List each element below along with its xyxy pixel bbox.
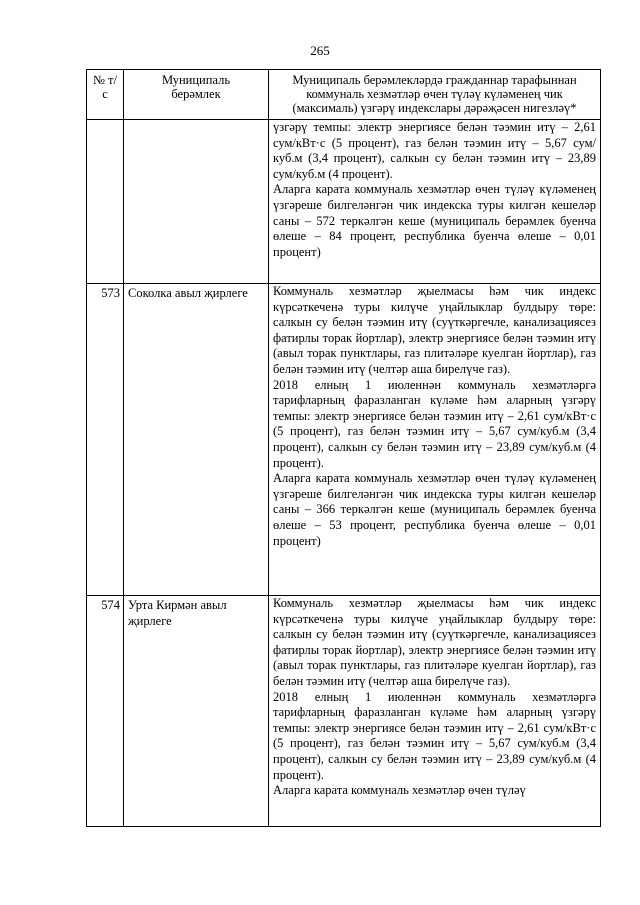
text-paragraph: Аларга карата коммуналь хезмәтләр өчен түләү күләменең үзгәреше билгеләнгән чик индекска туры килгән кешеләр саны – 366 теркәлгән кеше (муниципаль берәмлек буенча өлеше – 53 процент, республика буенча өлеше – 0,01 процент) — [273, 471, 596, 548]
row-municipality — [124, 120, 269, 284]
table-row — [87, 596, 601, 827]
text-paragraph: Коммуналь хезмәтләр җыелмасы һәм чик индекс күрсәткеченә туры килүче уңайлыклар булдыру төре: салкын су белән тәэмин итү (суүткәргечле, канализациясез фатирлы торак йортлар), электр энергиясе белән тәэмин итү (авыл торак пунктлары, газ плитәләре куелган йортлар), газ белән тәэмин итү (челтәр аша бирелүче газ). — [273, 284, 596, 376]
header-justification: Муниципаль берәмлекләрдә гражданнар тарафыннан коммуналь хезмәтләр өчен түләү күләменең чик (максималь) үзгәрү индекслары дәрәҗәсен нигезләү* — [269, 70, 601, 120]
row-text — [269, 284, 601, 596]
text-paragraph: 2018 елның 1 июленнән коммуналь хезмәтләргә тарифларның фаразланган күләме һәм аларның үзгәрү темпы: электр энергиясе белән тәэмин итү – 2,61 сум/кВт·с (5 процент), газ белән тәэмин итү – 5,67 сум/куб.м (3,4 процент), салкын су белән тәэмин итү – 23,89 сум/куб.м (4 процент). — [273, 689, 596, 782]
text-paragraph: үзгәрү темпы: электр энергиясе белән тәэмин итү – 2,61 сум/кВт·с (5 процент), газ белән тәэмин итү – 5,67 сум/куб.м (3,4 процент), салкын су белән тәэмин итү – 23,89 сум/куб.м (4 процент). — [273, 120, 596, 181]
row-number — [87, 120, 124, 284]
row-municipality: Урта Кирмән авыл җирлеге — [124, 596, 269, 827]
row-text — [269, 596, 601, 827]
table-header-row — [87, 70, 601, 120]
text-paragraph: 2018 елның 1 июленнән коммуналь хезмәтләргә тарифларның фаразланган күләме һәм аларның үзгәрү темпы: электр энергиясе белән тәэмин итү – 2,61 сум/кВт·с (5 процент), газ белән тәэмин итү – 5,67 сум/куб.м (3,4 процент), салкын су белән тәэмин итү – 23,89 сум/куб.м (4 процент). — [273, 377, 596, 470]
row-text — [269, 120, 601, 284]
row-number: 573 — [87, 284, 124, 596]
row-number: 574 — [87, 596, 124, 827]
text-paragraph: Коммуналь хезмәтләр җыелмасы һәм чик индекс күрсәткеченә туры килүче уңайлыклар булдыру төре: салкын су белән тәэмин итү (суүткәргечле, канализациясез фатирлы торак йортлар), электр энергиясе белән тәэмин итү (авыл торак пунктлары, газ плитәләре куелган йортлар), газ белән тәэмин итү (челтәр аша бирелүче газ). — [273, 596, 596, 688]
header-municipality: Муниципаль берәмлек — [124, 70, 269, 120]
page-number: 265 — [310, 43, 330, 58]
table-row-continuation — [87, 120, 601, 284]
row-municipality: Соколка авыл җирлеге — [124, 284, 269, 596]
text-paragraph: Аларга карата коммуналь хезмәтләр өчен түләү — [273, 783, 526, 798]
data-table — [86, 69, 601, 827]
header-number: № т/с — [87, 70, 124, 120]
table-row — [87, 284, 601, 596]
text-paragraph: Аларга карата коммуналь хезмәтләр өчен түләү күләменең үзгәреше билгеләнгән чик индекска туры килгән кешеләр саны – 572 теркәлгән кеше (муниципаль берәмлек буенча өлеше – 84 процент, республика буенча өлеше – 0,01 процент) — [273, 182, 596, 259]
